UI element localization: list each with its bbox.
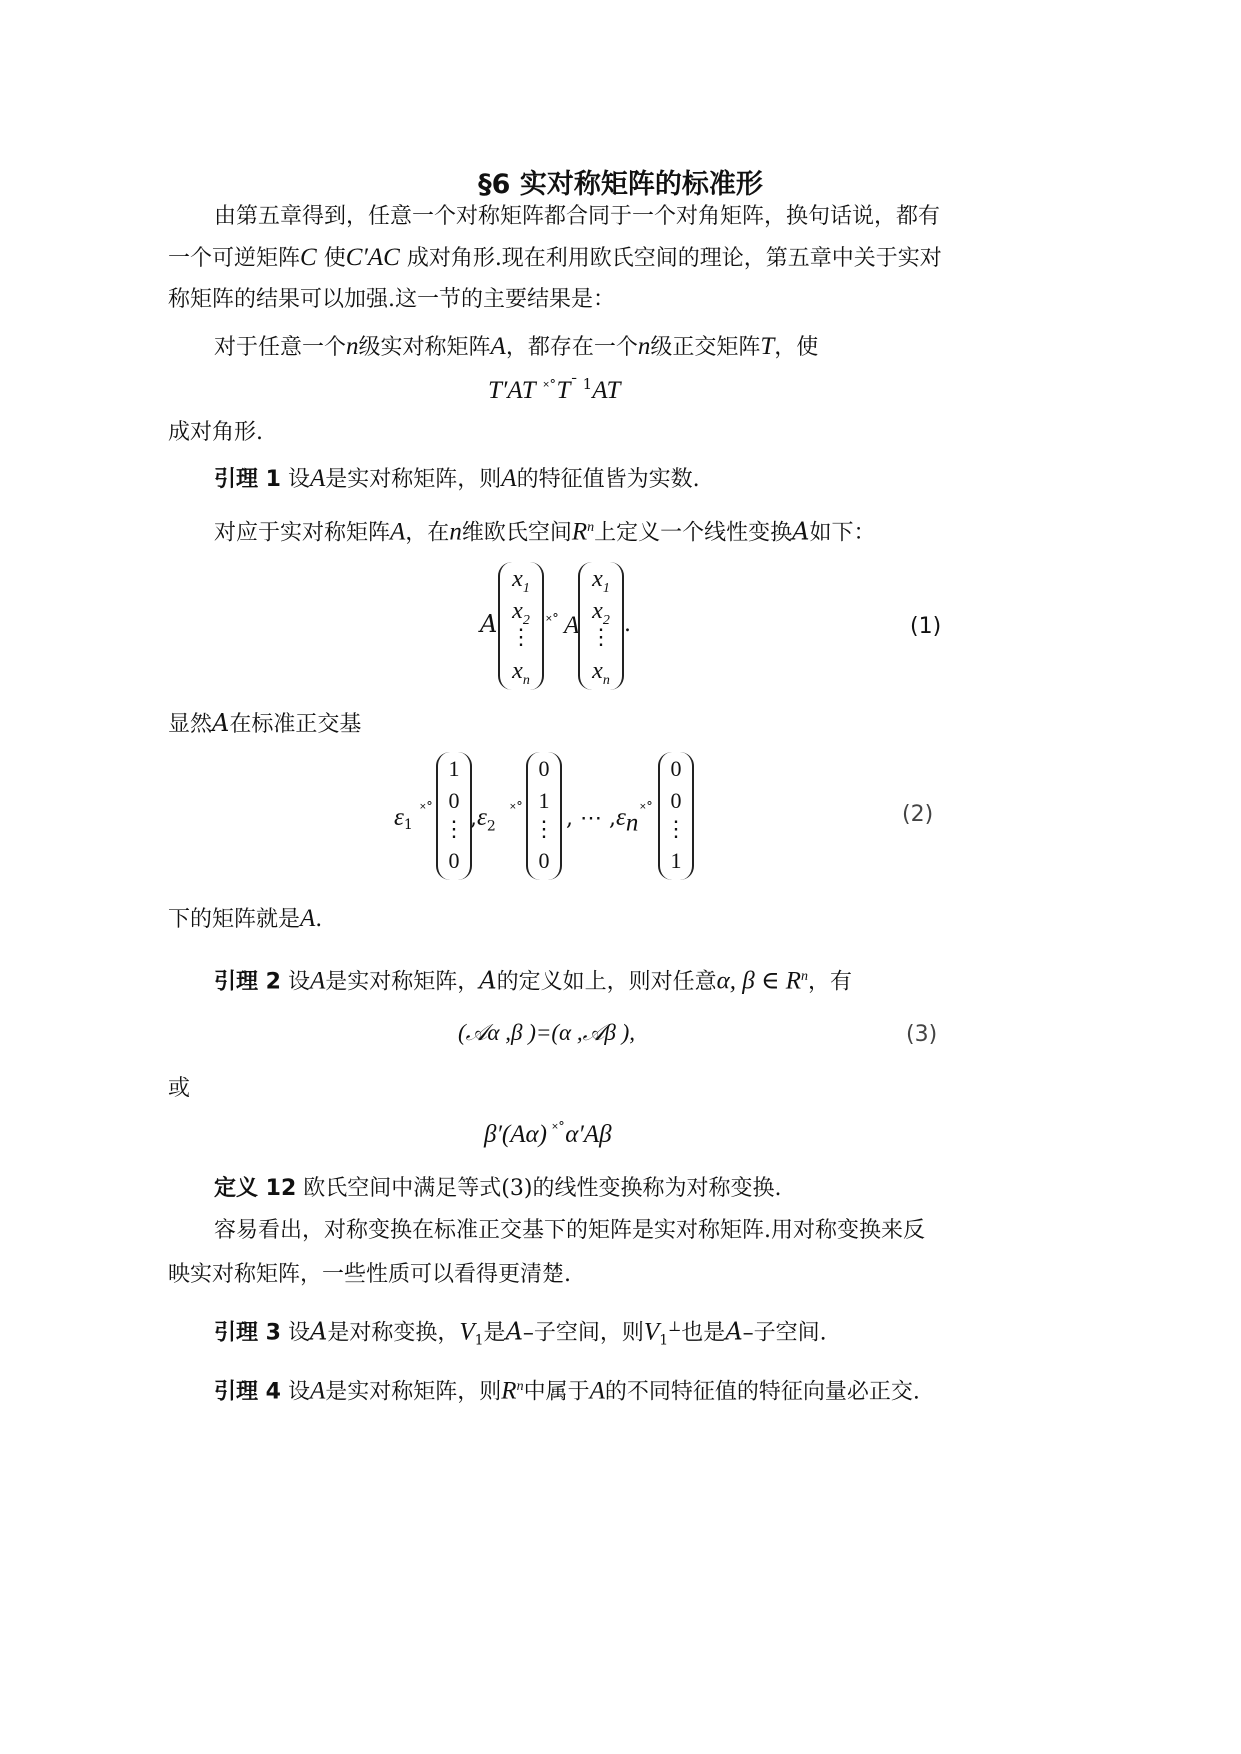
math-rhs: α′Aβ (565, 1121, 612, 1148)
math-A: A (501, 465, 517, 492)
subscript: 2 (602, 612, 610, 628)
text: 的定义如上，则对任意 (496, 969, 717, 995)
lemma-2 (214, 962, 852, 997)
vector-entry: 0 (538, 848, 550, 873)
section-title: §6 实对称矩阵的标准形 (478, 169, 763, 200)
para5 (168, 904, 322, 935)
subscript: 1 (403, 817, 413, 834)
epsilon: ε (615, 804, 626, 831)
eps1 (394, 804, 413, 833)
vector-entry: 1 (670, 848, 682, 873)
math-A: A (390, 518, 406, 546)
math-R: R (571, 518, 588, 546)
text: 下的矩阵就是 (168, 907, 301, 932)
math-n: n (637, 333, 651, 360)
math-exponent: n (587, 520, 595, 535)
text: 是实对称矩阵， (325, 969, 480, 995)
text: 欧氏空间中满足等式(3)的线性变换称为对称变换. (303, 1176, 782, 1201)
equals-glyph: ˟˚ (420, 800, 434, 818)
subscript: n (522, 672, 530, 688)
para3 (214, 513, 875, 548)
subscript: n (602, 672, 610, 688)
or-text: 或 (168, 1076, 191, 1101)
eq1-script-A (480, 610, 497, 638)
lemma-label: 引理 2 (214, 969, 281, 995)
para4 (168, 708, 361, 740)
vector-entry: $x_1$ (512, 566, 530, 596)
vector-entry: 0 (448, 848, 460, 873)
lemma-1 (214, 464, 700, 495)
subscript: 1 (659, 1332, 669, 1349)
vector-entry: $x_1$ (592, 566, 610, 596)
vector-entry: 1 (538, 788, 550, 813)
equals-glyph: ˟˚ (552, 1120, 566, 1138)
vector-entry: 0 (670, 756, 682, 781)
para1-line2 (168, 243, 942, 274)
math-R: R (501, 1377, 517, 1405)
math-n: n (346, 333, 359, 360)
script-A: A (480, 610, 498, 638)
definition-12 (214, 1174, 781, 1204)
text: –子空间. (742, 1320, 827, 1346)
vector-entry: 1 (448, 756, 460, 781)
text: 级实对称矩阵 (358, 335, 491, 360)
vector-entry: 0 (538, 756, 550, 781)
eq1-vector-right (578, 562, 624, 690)
lemma-label: 引理 3 (214, 1320, 281, 1346)
math-lhs: T′AT (488, 377, 536, 404)
script-A: A (725, 1317, 743, 1346)
vector-entry: ⋮ (590, 624, 612, 649)
text: 设 (287, 1379, 310, 1405)
equation-number-3: (3) (906, 1022, 938, 1047)
math-T: T (556, 377, 571, 404)
math-AT: AT (592, 377, 621, 404)
text: 的特征值皆为实数. (516, 467, 700, 492)
vector-entry: ⋮ (510, 624, 532, 649)
math-V: V (459, 1318, 475, 1346)
text: 一个可逆矩阵 (168, 246, 301, 271)
math-V: V (643, 1318, 660, 1346)
math-alpha-beta: α, β ∈ R (716, 967, 801, 995)
math-T: T (760, 333, 775, 360)
subscript: 1 (522, 580, 530, 596)
vector-entry: ⋮ (665, 816, 687, 841)
math-lhs: β′(Aα) (484, 1121, 547, 1148)
text: 显然 (168, 712, 213, 737)
text: 对于任意一个 (214, 335, 347, 360)
script-A: A (212, 709, 230, 737)
math-C: C (300, 244, 317, 271)
inverse-exponent: ˉ 1 (570, 375, 593, 393)
text: 设 (287, 1320, 310, 1346)
equals-glyph: ˟˚ (640, 800, 654, 818)
equals-glyph: ˟˚ (546, 612, 560, 630)
equation-4 (484, 1120, 612, 1149)
text: . (315, 907, 323, 932)
subscript: 1 (474, 1332, 484, 1349)
equation-3: (𝒜α ,β )=(α ,𝒜β ), (458, 1020, 635, 1045)
text: 设 (287, 467, 310, 492)
equals-glyph: ˟˚ (543, 378, 557, 396)
para6-line2: 映实对称矩阵，一些性质可以看得更清楚. (168, 1262, 571, 1287)
text: 是 (483, 1320, 506, 1346)
ellipsis: , ⋯ , (566, 806, 616, 831)
equals-glyph: ˟˚ (510, 800, 524, 818)
basis-vector-2 (526, 752, 562, 880)
script-A: A (309, 1317, 328, 1346)
eq1-period: . (624, 612, 631, 637)
lemma-label: 引理 4 (214, 1379, 281, 1405)
text: 的不同特征值的特征向量必正交. (604, 1379, 920, 1405)
text: 如下： (809, 520, 876, 546)
vector-entry: $x_n$ (512, 658, 530, 688)
math-CAC: C′AC (345, 244, 400, 271)
para1-line1: 由第五章得到，任意一个对称矩阵都合同于一个对角矩阵，换句话说，都有 (214, 204, 941, 229)
math-exponent: n (801, 969, 808, 984)
vector-entry: ⋮ (533, 816, 555, 841)
para2 (214, 332, 818, 363)
subscript: 2 (486, 818, 496, 835)
math-A: A (309, 465, 326, 492)
math-A: A (564, 612, 580, 639)
math-A: A (589, 1377, 605, 1405)
text: 是实对称矩阵，则 (325, 467, 502, 492)
text: 是实对称矩阵，则 (325, 1379, 502, 1405)
text: 对应于实对称矩阵 (214, 520, 391, 546)
text: 维欧氏空间 (461, 520, 572, 546)
after-eq-text: 成对角形. (168, 420, 263, 445)
vector-entry: ⋮ (443, 816, 465, 841)
epsn (566, 804, 638, 837)
vector-entry: $x_n$ (592, 658, 610, 688)
subscript: n (625, 809, 639, 837)
math-A: A (300, 905, 316, 932)
text: 中属于 (523, 1379, 590, 1405)
subscript: 2 (522, 612, 530, 628)
para1-line3: 称矩阵的结果可以加强.这一节的主要结果是： (168, 287, 615, 312)
text: ，都存在一个 (505, 335, 638, 360)
math-A: A (309, 1377, 326, 1405)
epsilon: ε (394, 804, 404, 831)
text: ，有 (808, 969, 853, 995)
basis-vector-n (658, 752, 694, 880)
text: –子空间，则 (522, 1320, 644, 1346)
text: 成对角形.现在利用欧氏空间的理论，第五章中关于实对 (406, 246, 942, 271)
equation-number-2: (2) (902, 802, 934, 827)
script-A: A (792, 517, 810, 546)
text: ，使 (774, 335, 819, 360)
text: ，在 (405, 520, 450, 546)
math-exponent: n (516, 1379, 524, 1394)
lemma-3 (214, 1312, 827, 1356)
superscript: ⊥ (668, 1319, 682, 1335)
text: 设 (287, 969, 310, 995)
basis-vector-1 (436, 752, 472, 880)
lemma-label: 引理 1 (214, 467, 281, 492)
text: 上定义一个线性变换 (594, 520, 793, 546)
text: 也是 (681, 1320, 726, 1346)
text: 级正交矩阵 (650, 335, 761, 360)
definition-label: 定义 12 (214, 1176, 297, 1201)
subscript: 1 (602, 580, 610, 596)
math-A: A (490, 333, 506, 360)
math-A: A (309, 967, 326, 995)
equation-orthogonal (488, 375, 620, 405)
script-A: A (479, 966, 497, 995)
eq1-vector-left (498, 562, 544, 690)
lemma-4 (214, 1372, 920, 1407)
vector-entry: 0 (670, 788, 682, 813)
text: 使 (323, 246, 346, 271)
vector-entry: $x_2$ (592, 598, 610, 628)
vector-entry: 0 (448, 788, 460, 813)
script-A: A (505, 1317, 523, 1346)
epsilon: ε (477, 804, 487, 831)
equation-number-1: (1) (910, 614, 942, 639)
eps2: $,\varepsilon_2$ (470, 804, 496, 835)
text: 在标准正交基 (229, 712, 362, 737)
para6-line1: 容易看出，对称变换在标准正交基下的矩阵是实对称矩阵.用对称变换来反 (214, 1218, 925, 1243)
math-n: n (449, 518, 462, 546)
vector-entry: $x_2$ (512, 598, 530, 628)
text: 是对称变换， (327, 1320, 460, 1346)
